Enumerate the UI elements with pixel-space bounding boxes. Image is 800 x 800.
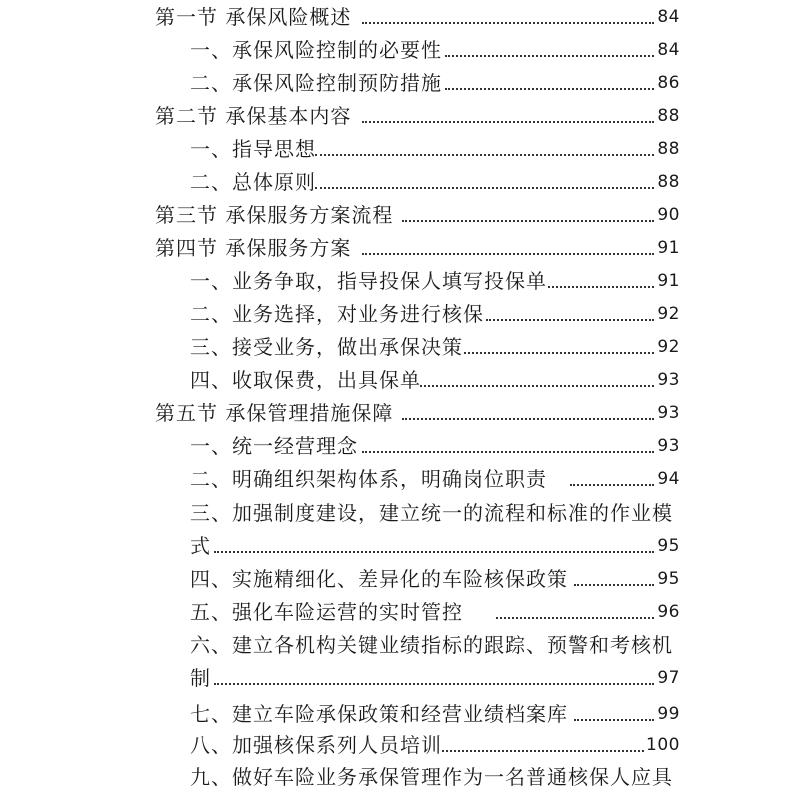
toc-entry[interactable] [0,99,800,133]
toc-entry-text: 九、做好车险业务承保管理作为一名普通核保人应具 [190,765,673,789]
toc-entry[interactable] [0,562,800,596]
toc-page-number: 93 [657,370,680,390]
toc-page-number: 91 [657,238,680,258]
toc-page-number: 95 [657,536,680,556]
toc-entry[interactable] [0,330,800,364]
toc-entry[interactable] [0,66,800,100]
dot-leader [420,385,654,387]
toc-entry-text: 第五节 承保管理措施保障 [155,401,394,425]
toc-page-number: 90 [657,205,680,225]
toc-entry[interactable] [0,33,800,67]
toc-entry-text: 一、指导思想 [190,137,316,161]
toc-entry[interactable] [0,628,800,662]
toc-entry-text: 二、总体原则 [190,170,316,194]
toc-page-number: 92 [657,304,680,324]
toc-page-number: 95 [657,569,680,589]
dot-leader [548,286,654,288]
dot-leader [315,154,654,156]
toc-page-number: 99 [657,704,680,724]
toc-entry[interactable] [0,132,800,166]
toc-entry-text: 制 [190,666,211,690]
toc-page-number: 88 [657,106,680,126]
toc-entry[interactable] [0,396,800,430]
toc-page-number: 96 [657,602,680,622]
dot-leader [402,418,654,420]
toc-page-number: 100 [646,735,680,755]
toc-entry-text: 一、业务争取，指导投保人填写投保单 [190,269,547,293]
dot-leader [402,220,654,222]
toc-entry-text: 四、实施精细化、差异化的车险核保政策 [190,567,568,591]
toc-entry-text: 二、承保风险控制预防措施 [190,71,442,95]
toc-entry-text: 第四节 承保服务方案 [155,236,352,260]
toc-entry[interactable] [0,661,800,695]
toc-page-number: 93 [657,436,680,456]
toc-entry-text: 四、收取保费，出具保单 [190,368,421,392]
toc-entry[interactable] [0,462,800,496]
toc-page-number: 93 [657,403,680,423]
toc-page-number: 88 [657,172,680,192]
toc-page-number: 92 [657,337,680,357]
toc-entry-text: 七、建立车险承保政策和经营业绩档案库 [190,702,568,726]
dot-leader [442,750,644,752]
toc-entry[interactable] [0,297,800,331]
dot-leader [445,55,654,57]
dot-leader [362,121,654,123]
toc-entry[interactable] [0,198,800,232]
toc-entry-text: 八、加强核保系列人员培训 [190,733,442,757]
dot-leader [362,253,654,255]
toc-entry[interactable] [0,0,800,34]
dot-leader [570,484,654,486]
toc-entry[interactable] [0,728,800,762]
dot-leader [214,683,654,685]
toc-entry[interactable] [0,165,800,199]
toc-entry[interactable] [0,496,800,530]
toc-entry-text: 第二节 承保基本内容 [155,104,352,128]
toc-entry-text: 第三节 承保服务方案流程 [155,203,394,227]
dot-leader [214,551,654,553]
dot-leader [574,584,654,586]
dot-leader [464,352,654,354]
dot-leader [574,719,654,721]
toc-page-number: 91 [657,271,680,291]
toc-entry-text: 第一节 承保风险概述 [155,5,352,29]
dot-leader [496,617,654,619]
toc-entry[interactable] [0,595,800,629]
dot-leader [445,88,654,90]
dot-leader [362,22,654,24]
toc-entry-text: 二、业务选择，对业务进行核保 [190,302,484,326]
toc-entry[interactable] [0,429,800,463]
toc-entry[interactable] [0,264,800,298]
toc-entry-text: 五、强化车险运营的实时管控 [190,600,463,624]
dot-leader [315,187,654,189]
dot-leader [362,451,654,453]
toc-page-number: 88 [657,139,680,159]
toc-entry-text: 一、承保风险控制的必要性 [190,38,442,62]
dot-leader [486,319,654,321]
toc-entry-text: 一、统一经营理念 [190,434,358,458]
toc-page-number: 84 [657,40,680,60]
toc-entry-text: 三、接受业务，做出承保决策 [190,335,463,359]
toc-entry[interactable] [0,231,800,265]
toc-entry-text: 式 [190,534,211,558]
toc-entry[interactable] [0,529,800,563]
toc-page-number: 84 [657,7,680,27]
toc-entry-text: 三、加强制度建设，建立统一的流程和标准的作业模 [190,501,673,525]
toc-entry-text: 二、明确组织架构体系，明确岗位职责 [190,467,547,491]
toc-entry[interactable] [0,363,800,397]
toc-entry-text: 六、建立各机构关键业绩指标的跟踪、预警和考核机 [190,633,673,657]
toc-entry[interactable] [0,760,800,794]
toc-page-number: 97 [657,668,680,688]
toc-page-number: 94 [657,469,680,489]
toc-entry[interactable] [0,697,800,731]
toc-page-number: 86 [657,73,680,93]
